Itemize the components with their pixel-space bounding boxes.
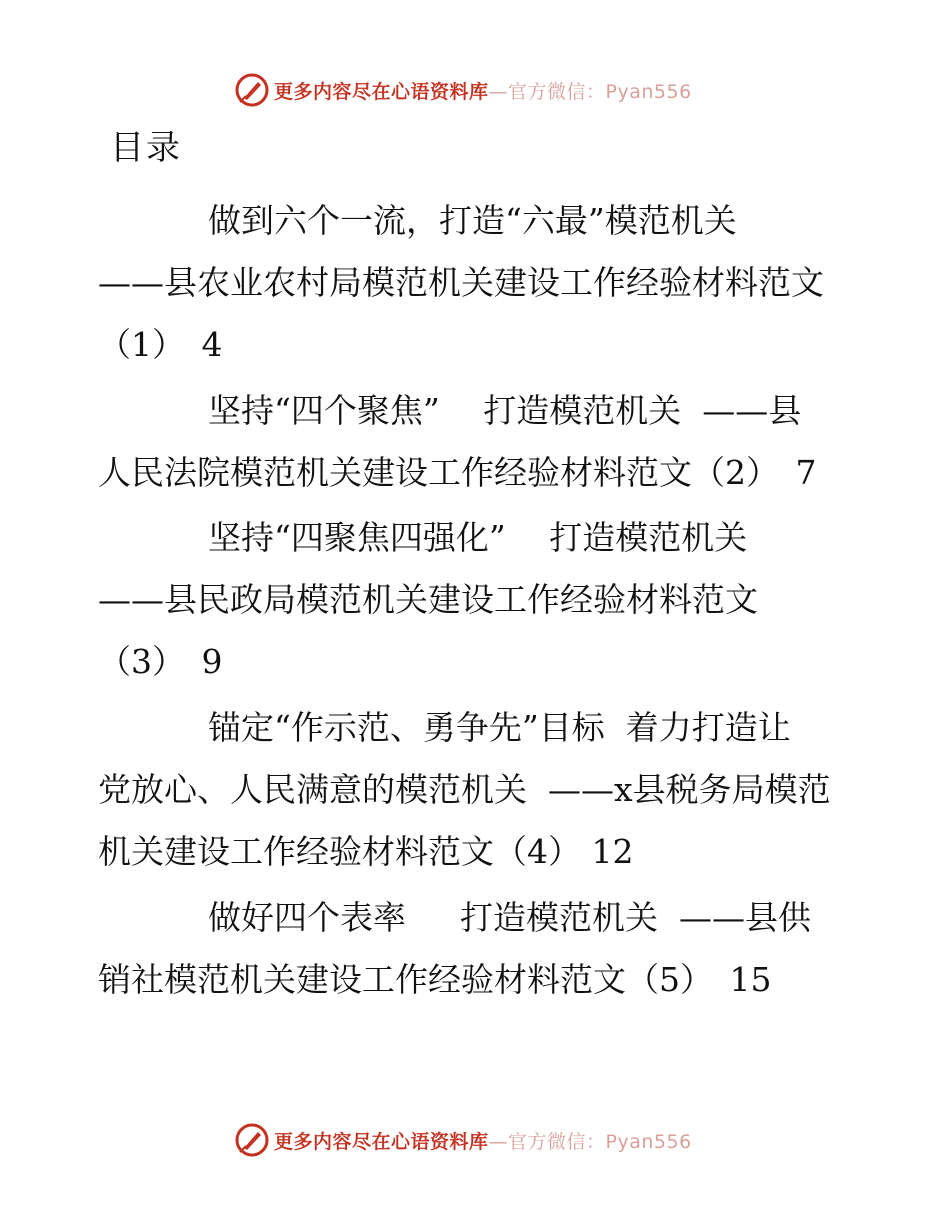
toc-entry-3[interactable] <box>98 507 898 693</box>
toc-entry-line: 销社模范机关建设工作经验材料范文（5） 15 <box>98 960 772 999</box>
toc-entry-line: 机关建设工作经验材料范文（4） 12 <box>98 832 634 871</box>
toc-entry-line: 坚持“四个聚焦” 打造模范机关 ——县 <box>208 391 802 430</box>
header-watermark <box>234 70 692 110</box>
toc-entry-2[interactable] <box>98 380 898 504</box>
toc-entry-line: 坚持“四聚焦四强化” 打造模范机关 <box>208 518 748 557</box>
toc-entry-line: 党放心、人民满意的模范机关 ——x县税务局模范 <box>98 770 831 809</box>
toc-entry-line: 做好四个表率 打造模范机关 ——县供 <box>208 898 811 937</box>
toc-entry-5[interactable] <box>98 887 898 1011</box>
toc-entry-1[interactable] <box>98 190 898 376</box>
toc-entry-4[interactable] <box>98 697 898 883</box>
watermark-text: 更多内容尽在心语资料库—官方微信：Pyan556 <box>274 1130 692 1153</box>
toc-entry-line: ——县民政局模范机关建设工作经验材料范文 <box>98 580 758 619</box>
watermark-text: 更多内容尽在心语资料库—官方微信：Pyan556 <box>274 80 692 103</box>
toc-entry-line: ——县农业农村局模范机关建设工作经验材料范文 <box>98 263 824 302</box>
toc-entry-line: 锚定“作示范、勇争先”目标 着力打造让 <box>208 708 791 747</box>
quill-seal-icon <box>234 72 270 108</box>
toc-entry-line: 人民法院模范机关建设工作经验材料范文（2） 7 <box>98 453 817 492</box>
footer-watermark <box>234 1120 692 1160</box>
toc-title: 目录 <box>110 128 182 168</box>
toc-entry-line: 做到六个一流，打造“六最”模范机关 <box>208 201 737 240</box>
quill-seal-icon <box>234 1122 270 1158</box>
toc-entry-line: （3） 9 <box>98 642 223 681</box>
toc-entry-line: （1） 4 <box>98 325 223 364</box>
